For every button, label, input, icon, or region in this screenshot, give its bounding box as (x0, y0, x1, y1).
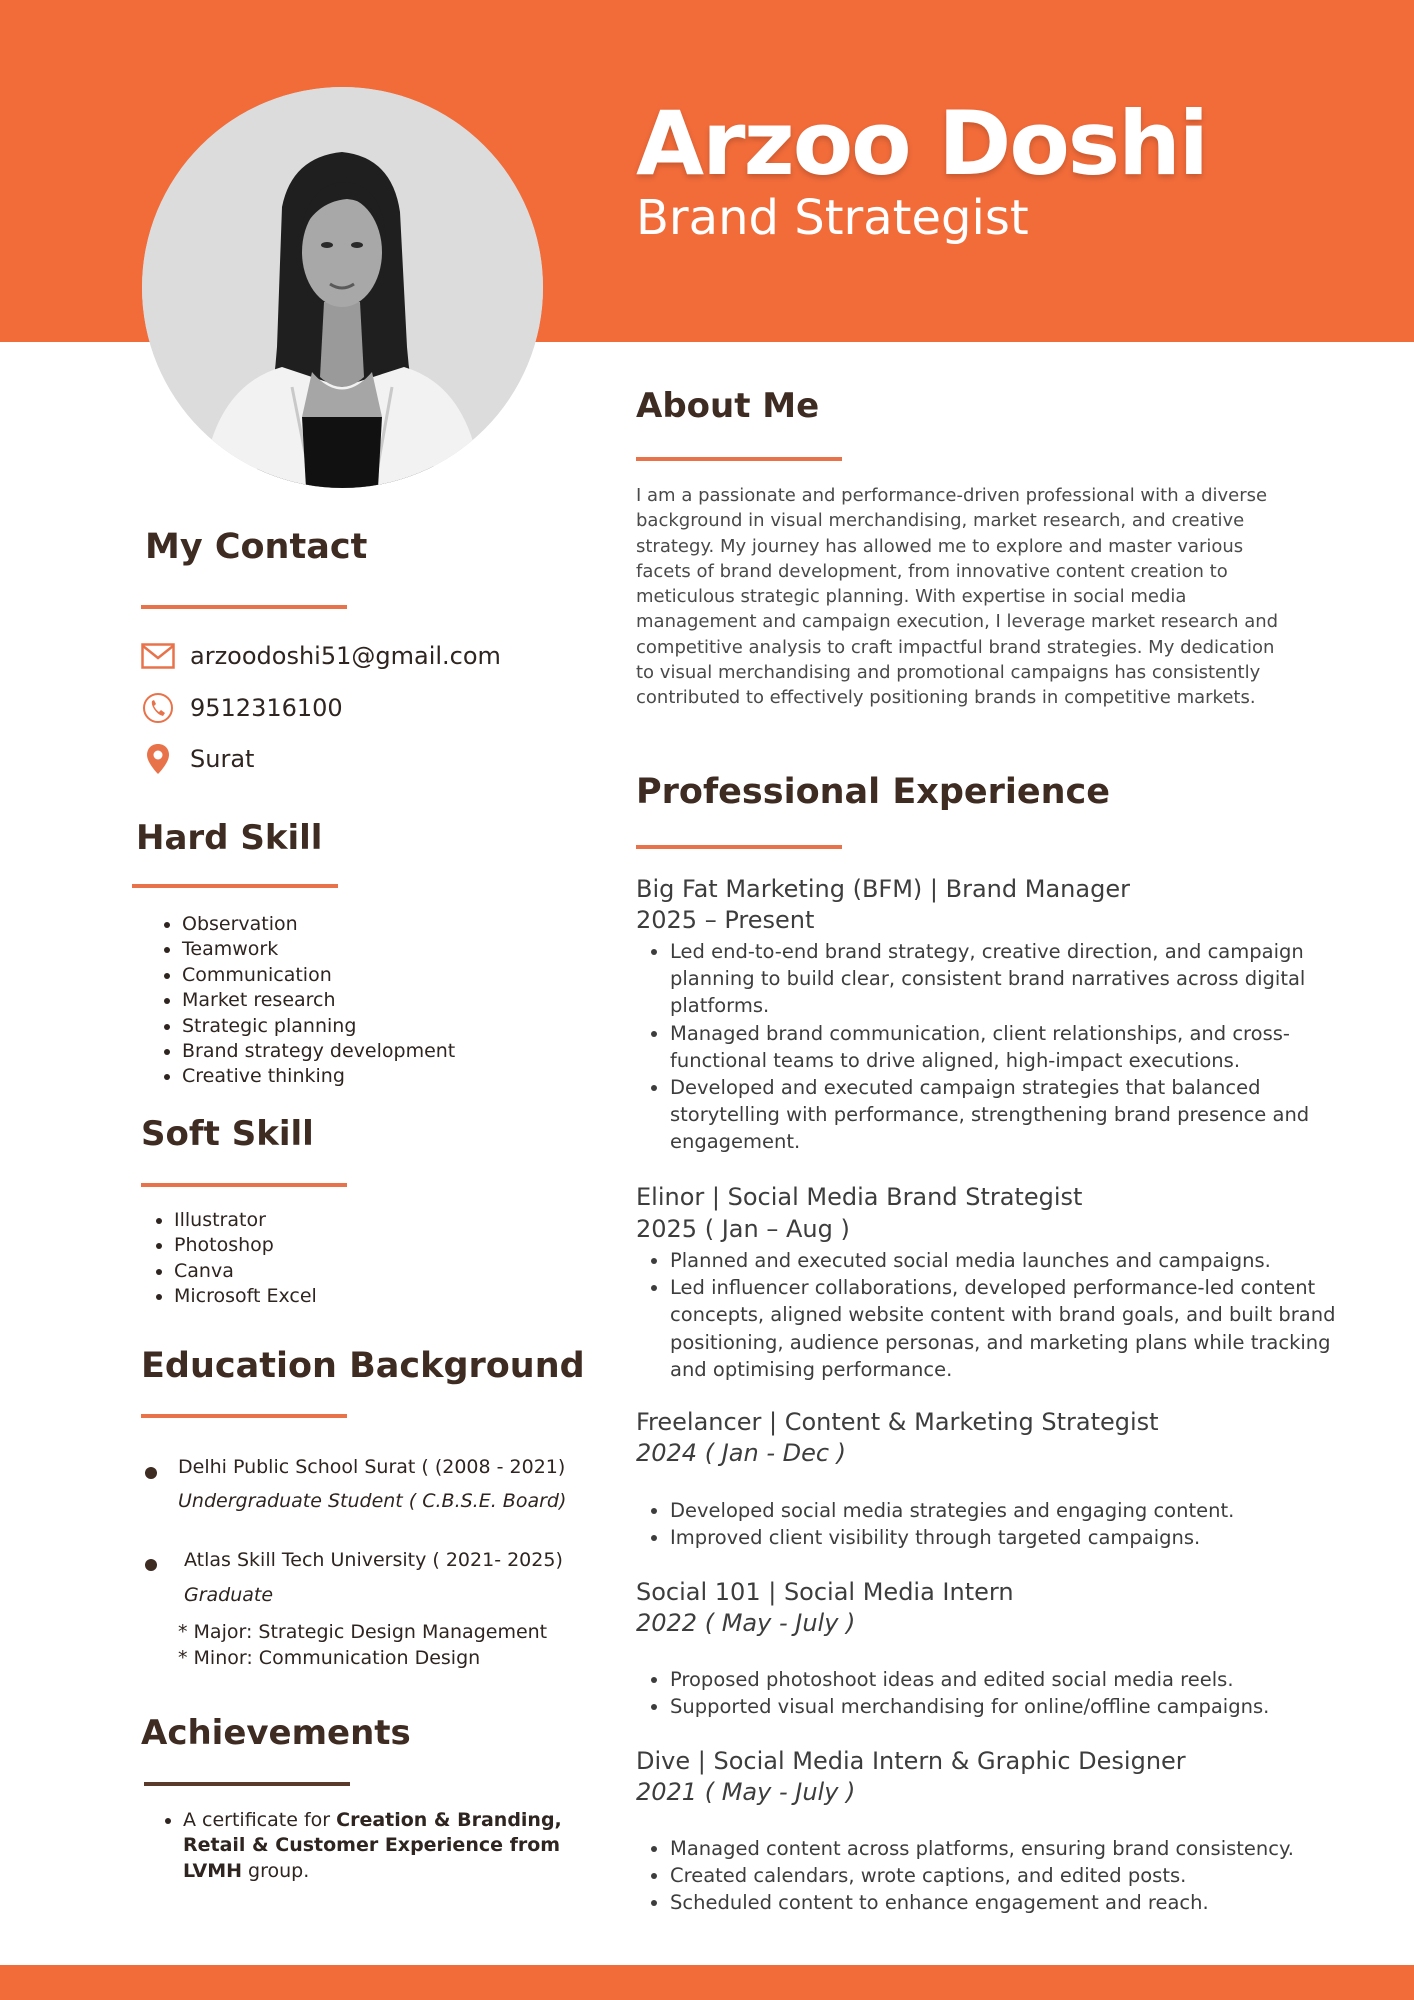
job-date: 2025 ( Jan – Aug ) (636, 1215, 850, 1243)
portrait-illustration (142, 87, 543, 488)
location-pin-icon (140, 741, 176, 777)
education-rule (141, 1414, 347, 1418)
list-item: • Developed social media strategies and engaging content. (670, 1497, 1370, 1524)
experience-heading: Professional Experience (636, 772, 1111, 812)
soft-skill-heading: Soft Skill (141, 1114, 314, 1154)
education-detail: Undergraduate Student ( C.B.S.E. Board) (178, 1490, 567, 1512)
achievements-rule (144, 1782, 350, 1786)
job-date: 2024 ( Jan - Dec ) (636, 1439, 847, 1467)
job-title: Elinor | Social Media Brand Strategist (636, 1183, 1083, 1211)
achievements-list (155, 1808, 603, 1884)
contact-heading: My Contact (145, 527, 368, 567)
candidate-name: Arzoo Doshi (636, 92, 1207, 195)
list-item: • Strategic planning (182, 1014, 455, 1039)
hard-skill-heading: Hard Skill (136, 818, 323, 858)
list-item: • Improved client visibility through targeted campaigns. (670, 1524, 1370, 1551)
job-bullets (636, 1247, 1370, 1383)
list-item: • Managed brand communication, client relationships, and cross-functional teams to drive aligned, high-impact executions. (670, 1020, 1370, 1074)
experience-rule (636, 845, 842, 849)
job-bullets (636, 1835, 1370, 1917)
education-bullet (145, 1467, 157, 1479)
about-text: I am a passionate and performance-driven professional with a diverse background in visual merchandising, market research, and creative strategy. My journey has allowed me to explore and master various facets of brand development, from innovative content creation to meticulous strategic planning. With expertise in social media management and campaign execution, I leverage market research and competitive analysis to craft impactful brand strategies. My dedication to visual merchandising and promotional campaigns has consistently contributed to effectively positioning brands in competitive markets. (636, 485, 1279, 709)
hard-skill-rule (132, 884, 338, 888)
achievement-prefix: A certificate for (183, 1809, 337, 1831)
job-title: Big Fat Marketing (BFM) | Brand Manager (636, 875, 1130, 903)
list-item: • Brand strategy development (182, 1039, 455, 1064)
list-item: • Created calendars, wrote captions, and edited posts. (670, 1862, 1370, 1889)
list-item: • Observation (182, 912, 455, 937)
profile-photo (142, 87, 543, 488)
achievement-suffix: group. (242, 1859, 310, 1882)
achievement-highlight: Creation & Branding, Retail & Customer Experience from LVMH (183, 1809, 562, 1882)
job-title: Social 101 | Social Media Intern (636, 1578, 1014, 1606)
contact-phone-row[interactable] (140, 688, 343, 728)
job-bullets (636, 1497, 1370, 1551)
education-note: * Major: Strategic Design Management (178, 1621, 548, 1643)
education-school: Delhi Public School Surat ( (2008 - 2021) (178, 1456, 566, 1478)
job-title: Freelancer | Content & Marketing Strategist (636, 1408, 1159, 1436)
list-item: • Canva (174, 1259, 317, 1284)
list-item: • Microsoft Excel (174, 1284, 317, 1309)
list-item (183, 1808, 603, 1884)
education-school: Atlas Skill Tech University ( 2021- 2025) (184, 1549, 563, 1571)
hard-skill-list (154, 912, 455, 1090)
list-item: • Led influencer collaborations, developed performance-led content concepts, aligned website content with brand goals, and built brand positioning, audience personas, and marketing plans while tracking and optimising performance. (670, 1274, 1370, 1383)
job-bullets (636, 938, 1370, 1156)
contact-heading-rule (141, 605, 347, 609)
list-item: • Communication (182, 963, 455, 988)
mail-icon (140, 638, 176, 674)
soft-skill-rule (141, 1183, 347, 1187)
education-heading: Education Background (141, 1346, 585, 1386)
list-item: • Supported visual merchandising for online/offline campaigns. (670, 1693, 1370, 1720)
list-item: • Market research (182, 988, 455, 1013)
list-item: • Teamwork (182, 937, 455, 962)
job-date: 2021 ( May - July ) (636, 1778, 856, 1806)
list-item: • Planned and executed social media launches and campaigns. (670, 1247, 1370, 1274)
contact-phone[interactable]: 9512316100 (190, 694, 343, 722)
education-bullet (145, 1559, 157, 1571)
list-item: • Scheduled content to enhance engagement and reach. (670, 1889, 1370, 1916)
contact-email-row[interactable] (140, 636, 501, 676)
about-rule (636, 457, 842, 461)
list-item: • Creative thinking (182, 1064, 455, 1089)
footer-band (0, 1965, 1414, 2000)
list-item: • Illustrator (174, 1208, 317, 1233)
education-note: * Minor: Communication Design (178, 1647, 481, 1669)
phone-icon (140, 690, 176, 726)
about-heading: About Me (636, 386, 820, 426)
contact-location: Surat (190, 745, 255, 773)
contact-location-row (140, 739, 254, 779)
list-item: • Managed content across platforms, ensuring brand consistency. (670, 1835, 1370, 1862)
education-detail: Graduate (184, 1584, 274, 1606)
soft-skill-list (146, 1208, 317, 1310)
list-item: • Developed and executed campaign strategies that balanced storytelling with performance, strengthening brand presence and engagement. (670, 1074, 1370, 1156)
job-date: 2022 ( May - July ) (636, 1609, 856, 1637)
job-bullets (636, 1666, 1370, 1720)
job-date: 2025 – Present (636, 906, 815, 934)
candidate-role: Brand Strategist (636, 190, 1029, 246)
list-item: • Proposed photoshoot ideas and edited social media reels. (670, 1666, 1370, 1693)
achievements-heading: Achievements (141, 1713, 411, 1753)
list-item: • Led end-to-end brand strategy, creative direction, and campaign planning to build clear, consistent brand narratives across digital platforms. (670, 938, 1370, 1020)
contact-email[interactable]: arzoodoshi51@gmail.com (190, 642, 501, 670)
list-item: • Photoshop (174, 1233, 317, 1258)
job-title: Dive | Social Media Intern & Graphic Designer (636, 1747, 1186, 1775)
